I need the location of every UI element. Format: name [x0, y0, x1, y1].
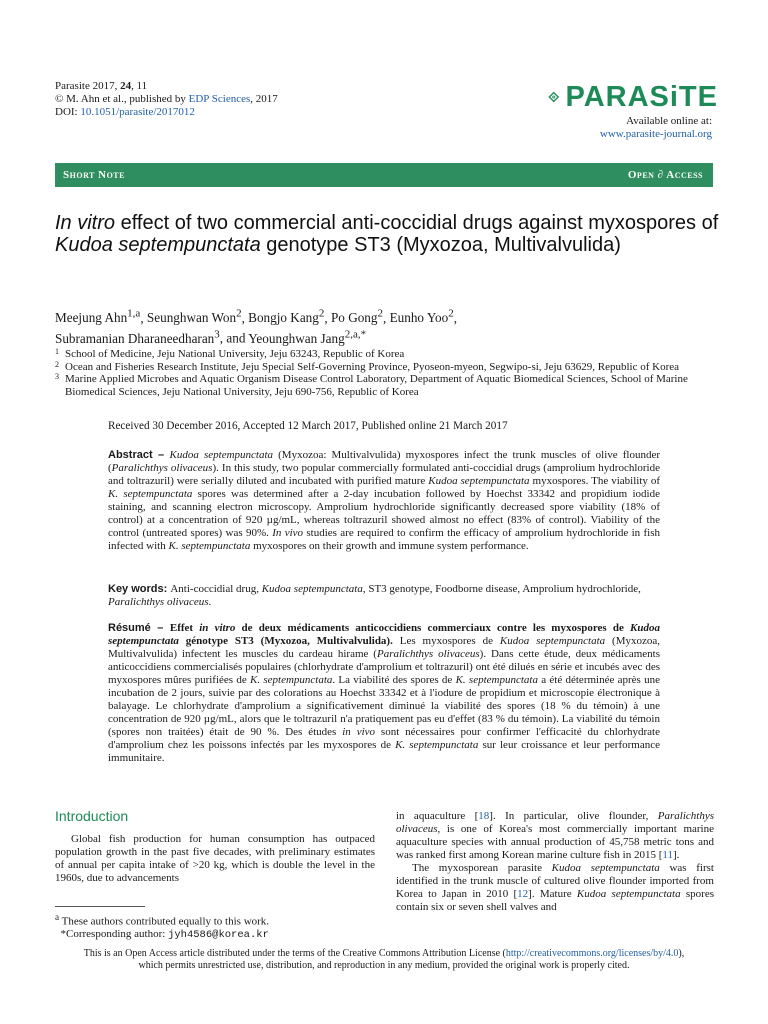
corresponding-email[interactable]: jyh4586@korea.kr — [168, 928, 269, 941]
license-link[interactable]: http://creativecommons.org/licenses/by/4.0 — [505, 948, 679, 959]
parasite-logo-icon — [548, 82, 560, 112]
author: Yeounghwan Jang$^{2,a,*}$ — [248, 328, 367, 346]
intro-paragraph: Global fish production for human consumption has outpaced population growth in the past five decades, with preliminary estimates of annual per capita intake of >20 kg, which is double the level in the 1960s, due to advancements — [55, 833, 375, 884]
article-type-label: Short Note — [63, 169, 125, 181]
affiliation-item: 3 Marine Applied Microbes and Aquatic Organism Disease Control Laboratory, Department of Aquatic Biomedical Sciences, School of Marine Biomedical Sciences, Jeju National University, Jeju 690-756, Republic of Korea — [55, 372, 688, 398]
author-list: Meejung Ahn$^{1,a}$, Seunghwan Won$^2$, Bongjo Kang$^2$, Po Gong$^2$, Eunho Yoo$^2$, Subramanian Dharaneedharan$^3$, and Yeounghwan Jang$^{2,a,*}$ — [55, 308, 458, 346]
resume: Résumé – Effet in vitro de deux médicaments anticoccidiens commerciaux contre les myxospores de Kudoa septempunctata génotype ST3 (Myxozoa, Multivalvulida). Les myxospores de Kudoa septempunctata (Myxozoa, Multivalvulida) infectent les muscles du cardeau hirame (Paralichthys olivaceus). Dans cette étude, deux médicaments anticoccidiens commercialisés populaires (chlorhydrate d'amprolium et toltrazuril) ont été dilués en série et incubés avec des myxospores mûres purifiées de K. septempunctata. La viabilité des spores de K. septempunctata a été déterminée après une incubation de 2 jours, suivie par des colorations au Hoechst 33342 et à l'iodure de propidium et microscopie électronique à balayage. Le chlorhydrate d'amprolium a significativement diminué la viabilité des spores (18 % du témoin) à une concentration de 920 µg/mL, alors que le toltrazuril n'a pratiquement pas eu d'effet (83 % du témoin). La viabilité du témoin (spores non traitées) était de 90 %. Des études in vivo sont nécessaires pour confirmer l'efficacité du chlorhydrate d'amprolium chez les poissons infectés par les myxospores de K. septempunctata sur leur croissance et leur performance immunitaire. — [108, 622, 660, 764]
article-type-bar — [55, 163, 713, 187]
reference-link[interactable]: 11 — [662, 849, 673, 861]
keywords: Key words: Anti-coccidial drug, Kudoa septempunctata, ST3 genotype, Foodborne disease, Amprolium hydrochloride, Paralichthys olivaceus. — [108, 583, 641, 608]
intro-paragraph: The myxosporean parasite Kudoa septempunctata was first identified in the trunk muscle of cultured olive flounder imported from Korea to Japan in 2010 [12]. Mature Kudoa septempunctata spores contain six or seven shell valves and — [396, 862, 714, 913]
journal-url-link[interactable]: www.parasite-journal.org — [599, 128, 712, 140]
introduction-column-left — [55, 810, 375, 885]
author: Po Gong$^2$ — [330, 308, 383, 326]
citation-line: Parasite 2017, 24, 11 — [55, 80, 148, 92]
copyright-line: © M. Ahn et al., published by EDP Sciences, 2017 — [55, 93, 278, 105]
article-title: In vitro effect of two commercial anti-coccidial drugs against myxospores of Kudoa septempunctata genotype ST3 (Myxozoa, Multivalvulida) — [55, 212, 719, 256]
received-dates: Received 30 December 2016, Accepted 12 March 2017, Published online 21 March 2017 — [108, 420, 508, 432]
footnote-corresponding: *Corresponding author: jyh4586@korea.kr — [60, 927, 269, 941]
intro-paragraph: in aquaculture [18]. In particular, olive flounder, Paralichthys olivaceus, is one of Korea's most commercially important marine aquaculture species with annual production of 45,758 metric tons and was ranked first among Korean marine culture fish in 2015 [11]. — [396, 810, 714, 861]
author: Meejung Ahn$^{1,a}$ — [55, 308, 141, 326]
affiliation-item: 1 School of Medicine, Jeju National University, Jeju 63243, Republic of Korea — [55, 347, 405, 360]
author: Eunho Yoo$^2$ — [389, 308, 454, 326]
open-access-label: Open ∂ Access — [627, 169, 703, 181]
affiliation-item: 2 Ocean and Fisheries Research Institute, Jeju Special Self-Governing Province, Pyoseon-myeon, Segwipo-si, Jeju 63629, Republic of Korea — [55, 359, 680, 373]
publisher-link[interactable]: EDP Sciences — [188, 93, 251, 105]
author: Bongjo Kang$^2$ — [248, 308, 325, 326]
parasite-logo — [548, 80, 718, 114]
footnotes — [55, 911, 375, 941]
available-label: Available online at: — [626, 115, 712, 127]
affiliation-list — [55, 348, 725, 398]
license-statement: This is an Open Access article distributed under the terms of the Creative Commons Attribution License (http://creativecommons.org/licenses/by/4.0), which permits unrestricted use, distribution, and reproduction in any medium, provided the original work is properly cited. — [83, 948, 685, 971]
abstract: Abstract – Kudoa septempunctata (Myxozoa: Multivalvulida) myxospores infect the trunk muscles of olive flounder (Paralichthys olivaceus). In this study, two popular commercially formulated anti-coccidial drugs (amprolium hydrochloride and toltrazuril) were serially diluted and incubated with purified mature Kudoa septempunctata myxospores. The viability of K. septempunctata spores was determined after a 2-day incubation followed by Hoechst 33342 and propidium iodide staining, and scanning electron microscopy. Amprolium hydrochloride significantly decreased spore viability (18% of control) at a concentration of 920 µg/mL, whereas toltrazuril showed almost no effect (83% of control). Viability of the control (untreated spores) was 90%. In vivo studies are required to confirm the efficacy of amprolium hydrochloride in fish infected with K. septempunctata myxospores on their growth and immune system performance. — [108, 449, 660, 552]
author: Seunghwan Won$^2$ — [146, 308, 242, 326]
article-citation-block — [55, 80, 278, 119]
footnote-divider — [55, 906, 145, 907]
doi-line: DOI: 10.1051/parasite/2017012 — [55, 106, 195, 118]
introduction-heading: Introduction — [55, 808, 129, 824]
doi-link[interactable]: 10.1051/parasite/2017012 — [80, 106, 195, 118]
footnote-equal-contribution: $^a$ These authors contributed equally to this work. — [55, 912, 270, 928]
reference-link[interactable]: 18 — [478, 810, 490, 822]
logo-text: PARASiTE — [565, 80, 718, 113]
introduction-column-right — [396, 810, 714, 914]
reference-link[interactable]: 12 — [517, 888, 529, 900]
author: Subramanian Dharaneedharan$^3$ — [55, 328, 220, 346]
availability-block — [600, 115, 712, 141]
